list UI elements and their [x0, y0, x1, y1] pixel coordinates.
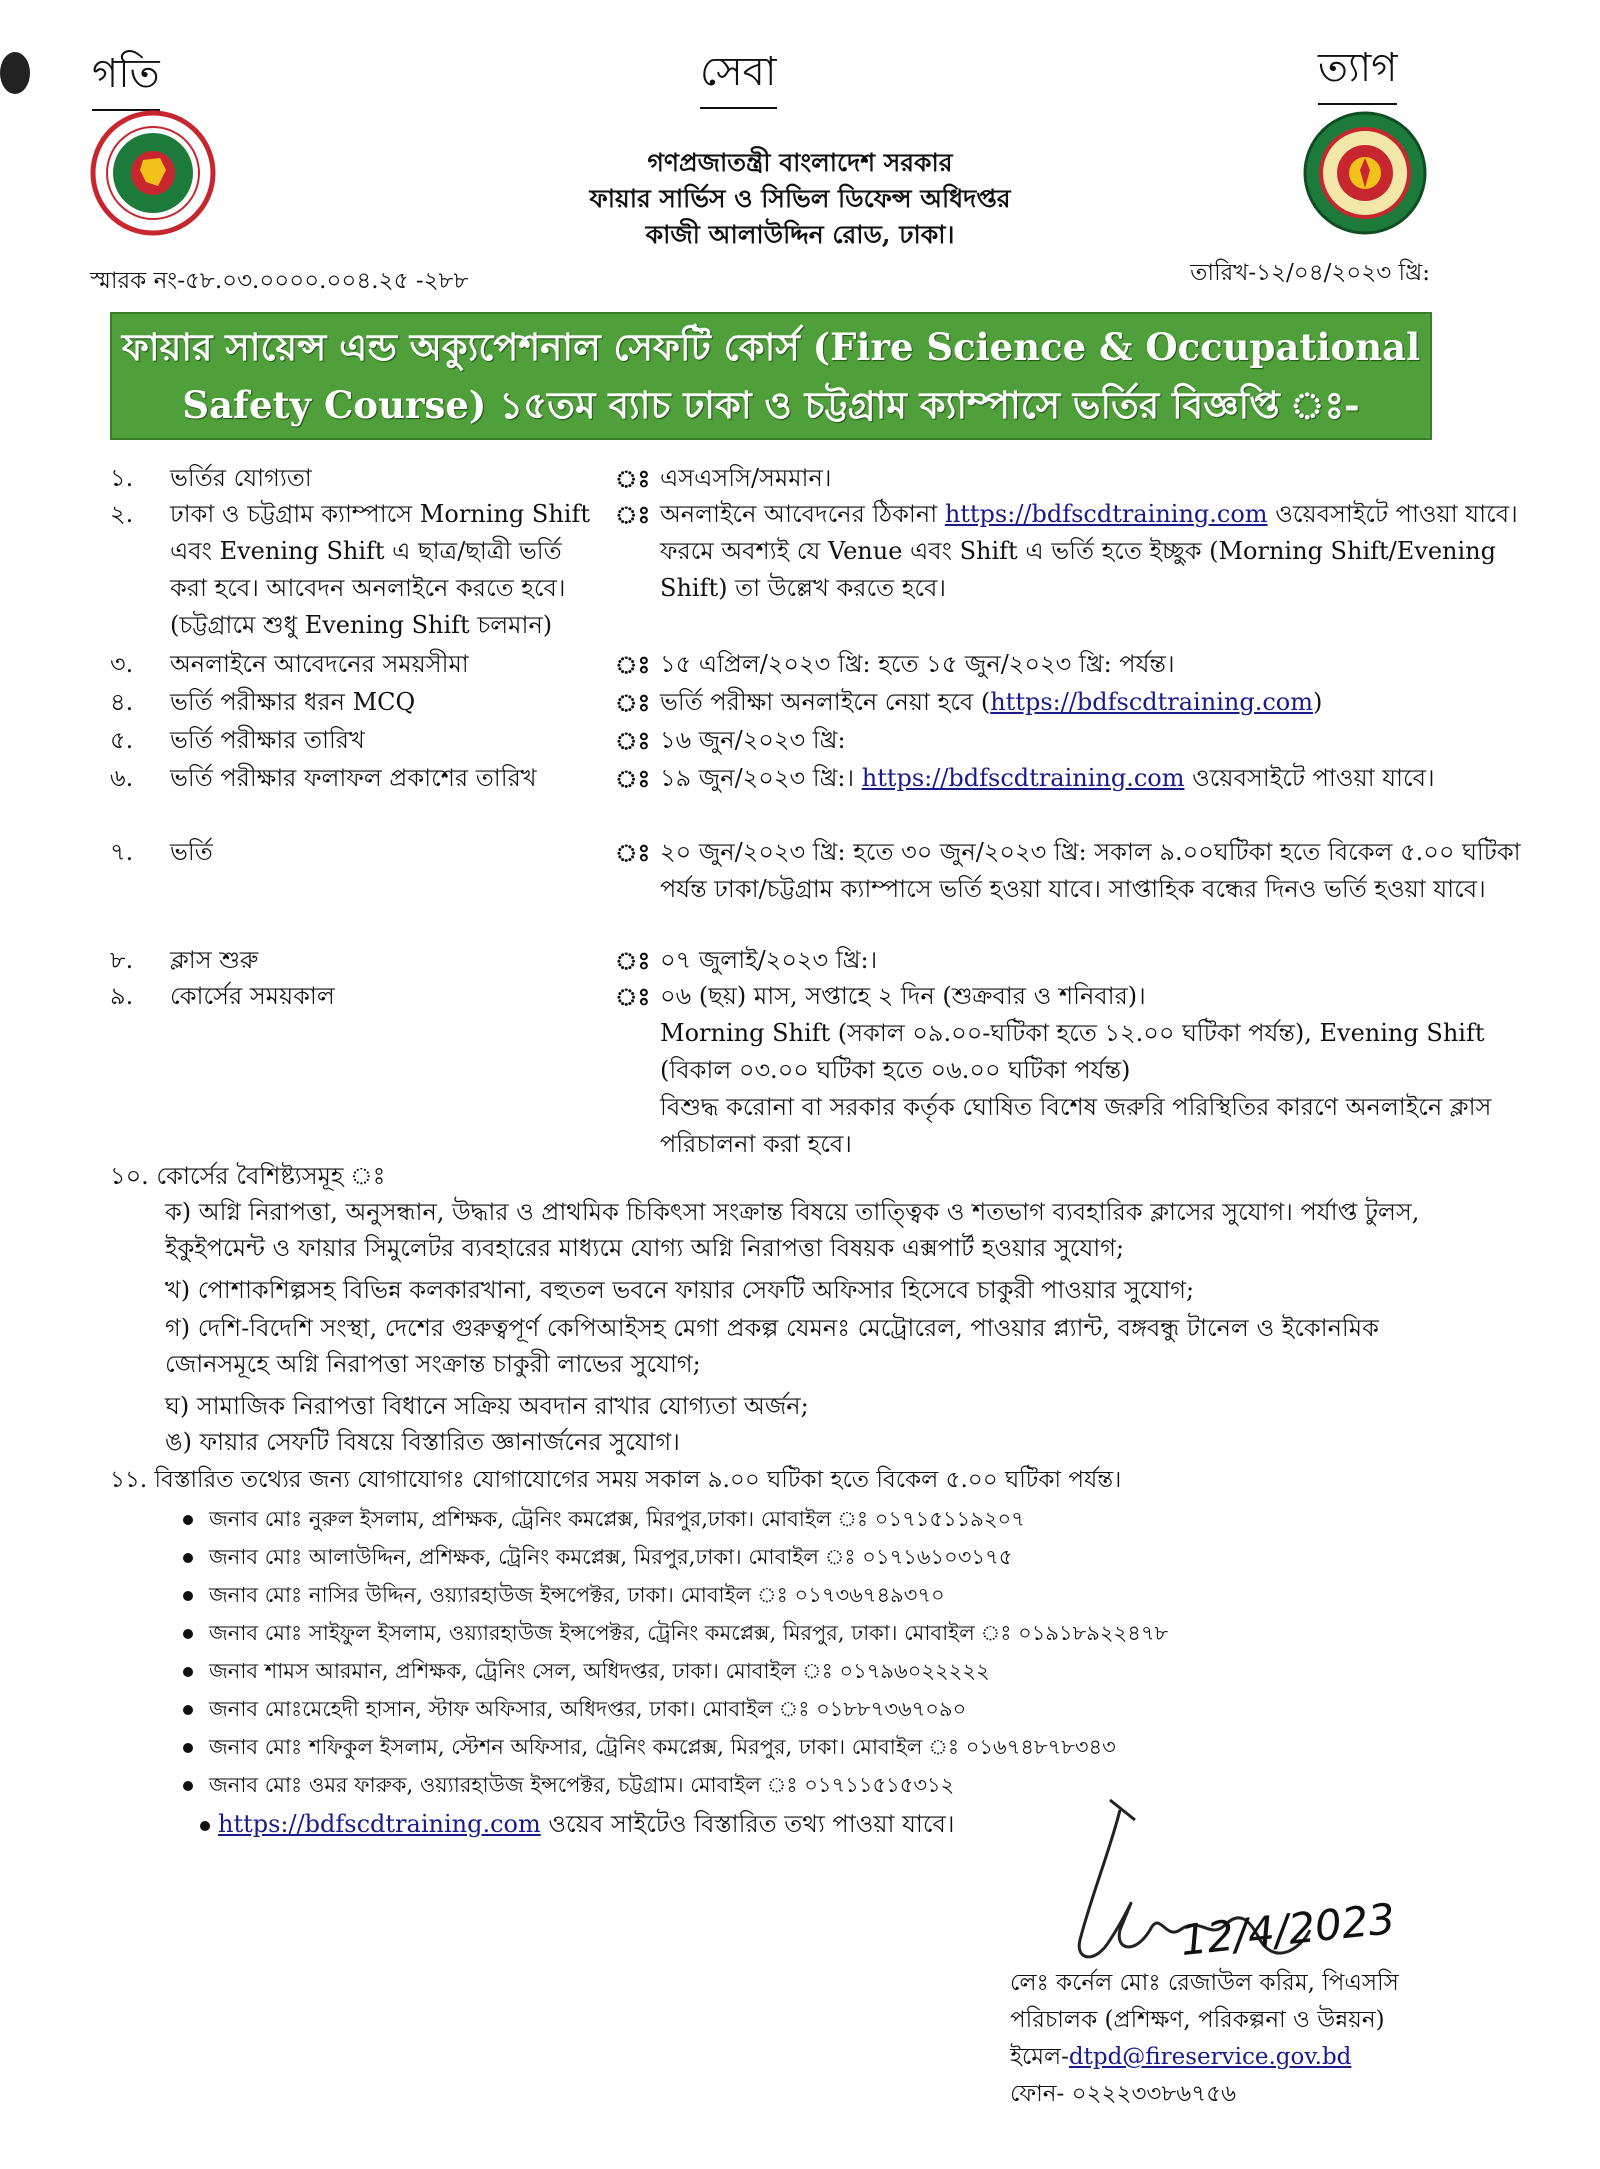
list-item: ৪. ভর্তি পরীক্ষার ধরন MCQ ঃ ভর্তি পরীক্ষা অনলাইনে নেয়া হবে (https://bdfscdtraining.com) [110, 688, 1323, 717]
org-line-2: ফায়ার সার্ভিস ও সিভিল ডিফেন্স অধিদপ্তর [589, 184, 1011, 213]
notice-banner [110, 312, 1432, 440]
list-item: ৭. ভর্তি ঃ ২০ জুন/২০২৩ খ্রি: হতে ৩০ জুন/২০২৩ খ্রি: সকাল ৯.০০ঘটিকা হতে বিকেল ৫.০০ ঘটিকা পর্যন্ত ঢাকা/চট্টগ্রাম ক্যাম্পাসে ভর্তি হওয়া যাবে। সাপ্তাহিক বন্ধের দিনও ভর্তি হওয়া যাবে। [110, 838, 1521, 903]
motto-left: গতি [92, 42, 160, 111]
bullet-icon [183, 1781, 193, 1791]
list-item: ৯. কোর্সের সময়কাল ঃ ০৬ (ছয়) মাস, সপ্তাহে ২ দিন (শুক্রবার ও শনিবার)। Morning Shift (সকাল ০৯.০০-ঘটিকা হতে ১২.০০ ঘটিকা পর্যন্ত), Evening Shift (বিকাল ০৩.০০ ঘটিকা হতে ০৬.০০ ঘটিকা পর্যন্ত) বিশুদ্ধ করোনা বা সরকার কর্তৃক ঘোষিত বিশেষ জরুরি পরিস্থিতির কারণে অনলাইনে ক্লাস পরিচালনা করা হবে। [110, 982, 1492, 1158]
contact-item: জনাব মোঃ নুরুল ইসলাম, প্রশিক্ষক, ট্রেনিং কমপ্লেক্স, মিরপুর,ঢাকা। মোবাইল ঃ ০১৭১৫১১৯২০৭ [183, 1500, 1025, 1537]
list-item: ১. ভর্তির যোগ্যতা ঃ এসএসসি/সমমান। [110, 464, 832, 493]
list-item: ৩. অনলাইনে আবেদনের সময়সীমা ঃ ১৫ এপ্রিল/২০২৩ খ্রি: হতে ১৫ জুন/২০২৩ খ্রি: পর্যন্ত। [110, 650, 1175, 679]
list-item: ৬. ভর্তি পরীক্ষার ফলাফল প্রকাশের তারিখ ঃ ১৯ জুন/২০২৩ খ্রি:। https://bdfscdtraining.com ওয়েবসাইটে পাওয়া যাবে। [110, 764, 1435, 793]
contacts-heading: ১১. বিস্তারিত তথ্যের জন্য যোগাযোগঃ যোগাযোগের সময় সকাল ৯.০০ ঘটিকা হতে বিকেল ৫.০০ ঘটিকা পর্যন্ত। [110, 1467, 1122, 1493]
feature-item: খ) পোশাকশিল্পসহ বিভিন্ন কলকারখানা, বহুতল ভবনে ফায়ার সেফটি অফিসার হিসেবে চাকুরী পাওয়ার সুযোগ; [165, 1276, 1195, 1304]
contact-item: জনাব মোঃমেহেদী হাসান, স্টাফ অফিসার, অধিদপ্তর, ঢাকা। মোবাইল ঃ ০১৮৮৭৩৬৭০৯০ [183, 1690, 966, 1727]
bullet-icon [183, 1743, 193, 1753]
banner-line-2: Safety Course) ১৫তম ব্যাচ ঢাকা ও চট্টগ্রাম ক্যাম্পাসে ভর্তির বিজ্ঞপ্তি ঃ- [182, 383, 1360, 427]
website-link[interactable]: https://bdfscdtraining.com [218, 1810, 541, 1838]
memo-number: স্মারক নং-৫৮.০৩.০০০০.০০৪.২৫ -২৮৮ [90, 268, 469, 294]
fire-service-seal-logo [1300, 108, 1430, 238]
contact-item: জনাব মোঃ সাইফুল ইসলাম, ওয়্যারহাউজ ইন্সপেক্টর, ট্রেনিং কমপ্লেক্স, মিরপুর, ঢাকা। মোবাইল ঃ ০১৯১৮৯২২৪৭৮ [183, 1614, 1168, 1651]
bullet-icon [183, 1667, 193, 1677]
contact-item: জনাব মোঃ শফিকুল ইসলাম, স্টেশন অফিসার, ট্রেনিং কমপ্লেক্স, মিরপুর, ঢাকা। মোবাইল ঃ ০১৬৭৪৮৭৮৩৪৩ [183, 1728, 1116, 1765]
org-line-3: কাজী আলাউদ্দিন রোড, ঢাকা। [645, 220, 955, 249]
contact-item: জনাব মোঃ আলাউদ্দিন, প্রশিক্ষক, ট্রেনিং কমপ্লেক্স, মিরপুর,ঢাকা। মোবাইল ঃ ০১৭১৬১০৩১৭৫ [183, 1538, 1012, 1575]
bullet-icon [183, 1553, 193, 1563]
signatory-name: লেঃ কর্নেল মোঃ রেজাউল করিম, পিএসসি [1010, 1970, 1399, 1996]
feature-item: গ) দেশি-বিদেশি সংস্থা, দেশের গুরুত্বপূর্ণ কেপিআইসহ মেগা প্রকল্প যেমনঃ মেট্রোরেল, পাওয়ার প্ল্যান্ট, বঙ্গবন্ধু টানেল ও ইকোনমিক জোনসমূহে অগ্নি নিরাপত্তা সংক্রান্ত চাকুরী লাভের সুযোগ; [165, 1314, 1379, 1378]
contact-item: জনাব মোঃ ওমর ফারুক, ওয়্যারহাউজ ইন্সপেক্টর, চট্টগ্রাম। মোবাইল ঃ ০১৭১১৫১৫৩১২ [183, 1766, 954, 1803]
bullet-icon [200, 1821, 210, 1831]
list-item: ৮. ক্লাস শুরু ঃ ০৭ জুলাই/২০২৩ খ্রি:। [110, 946, 878, 975]
signatory-title: পরিচালক (প্রশিক্ষণ, পরিকল্পনা ও উন্নয়ন) [1010, 2007, 1385, 2033]
bullet-icon [183, 1629, 193, 1639]
government-seal-logo [88, 108, 218, 238]
bullet-icon [183, 1591, 193, 1601]
bullet-icon [183, 1705, 193, 1715]
email-link[interactable]: dtpd@fireservice.gov.bd [1068, 2044, 1352, 2070]
website-link[interactable]: https://bdfscdtraining.com [990, 688, 1313, 716]
motto-center: সেবা [700, 40, 777, 109]
list-item: ২. ঢাকা ও চট্টগ্রাম ক্যাম্পাসে Morning Shift এবং Evening Shift এ ছাত্র/ছাত্রী ভর্তি করা হবে। আবেদন অনলাইনে করতে হবে। (চট্টগ্রামে শুধু Evening Shift চলমান) ঃ অনলাইনে আবেদনের ঠিকানা https://bdfscdtraining.com ওয়েবসাইটে পাওয়া যাবে। ফরমে অবশ্যই যে Venue এবং Shift এ ভর্তি হতে ইচ্ছুক (Morning Shift/Evening Shift) তা উল্লেখ করতে হবে। [110, 500, 1518, 639]
document-date: তারিখ-১২/০৪/২০২৩ খ্রি: [1190, 260, 1430, 286]
contact-website: https://bdfscdtraining.com ওয়েব সাইটেও বিস্তারিত তথ্য পাওয়া যাবে। [200, 1806, 954, 1842]
contact-item: জনাব মোঃ নাসির উদ্দিন, ওয়্যারহাউজ ইন্সপেক্টর, ঢাকা। মোবাইল ঃ ০১৭৩৬৭৪৯৩৭০ [183, 1576, 945, 1613]
feature-item: ক) অগ্নি নিরাপত্তা, অনুসন্ধান, উদ্ধার ও প্রাথমিক চিকিৎসা সংক্রান্ত বিষয়ে তাত্ত্বিক ও শতভাগ ব্যবহারিক ক্লাসের সুযোগ। পর্যাপ্ত টুলস, ইকুইপমেন্ট ও ফায়ার সিমুলেটর ব্যবহারের মাধ্যমে যোগ্য অগ্নি নিরাপত্তা বিষয়ক এক্সপার্ট হওয়ার সুযোগ; [165, 1198, 1420, 1262]
bullet-icon [183, 1515, 193, 1525]
signatory-block [1010, 1965, 1430, 2113]
features-heading: ১০. কোর্সের বৈশিষ্ট্যসমূহ ঃ [110, 1162, 386, 1190]
website-link[interactable]: https://bdfscdtraining.com [861, 764, 1185, 792]
punch-hole [0, 52, 30, 94]
website-link[interactable]: https://bdfscdtraining.com [944, 500, 1268, 528]
list-item: ৫. ভর্তি পরীক্ষার তারিখ ঃ ১৬ জুন/২০২৩ খ্রি: [110, 726, 846, 755]
signatory-email: ইমেল-dtpd@fireservice.gov.bd [1010, 2044, 1352, 2070]
signatory-phone: ফোন- ০২২২৩৩৮৬৭৫৬ [1010, 2081, 1237, 2107]
banner-line-1: ফায়ার সায়েন্স এন্ড অক্যুপেশনাল সেফটি কোর্স (Fire Science & Occupational [121, 325, 1421, 369]
contact-item: জনাব শামস আরমান, প্রশিক্ষক, ট্রেনিং সেল, অধিদপ্তর, ঢাকা। মোবাইল ঃ ০১৭৯৬০২২২২২ [183, 1652, 990, 1689]
org-line-1: গণপ্রজাতন্ত্রী বাংলাদেশ সরকার [647, 148, 953, 177]
motto-right: ত্যাগ [1318, 36, 1397, 105]
organization-header [450, 145, 1150, 253]
feature-item: ঘ) সামাজিক নিরাপত্তা বিধানে সক্রিয় অবদান রাখার যোগ্যতা অর্জন; [165, 1392, 809, 1420]
signature-date: 12/4/2023 [1178, 1893, 1398, 1966]
feature-item: ঙ) ফায়ার সেফটি বিষয়ে বিস্তারিত জ্ঞানার্জনের সুযোগ। [165, 1428, 680, 1456]
